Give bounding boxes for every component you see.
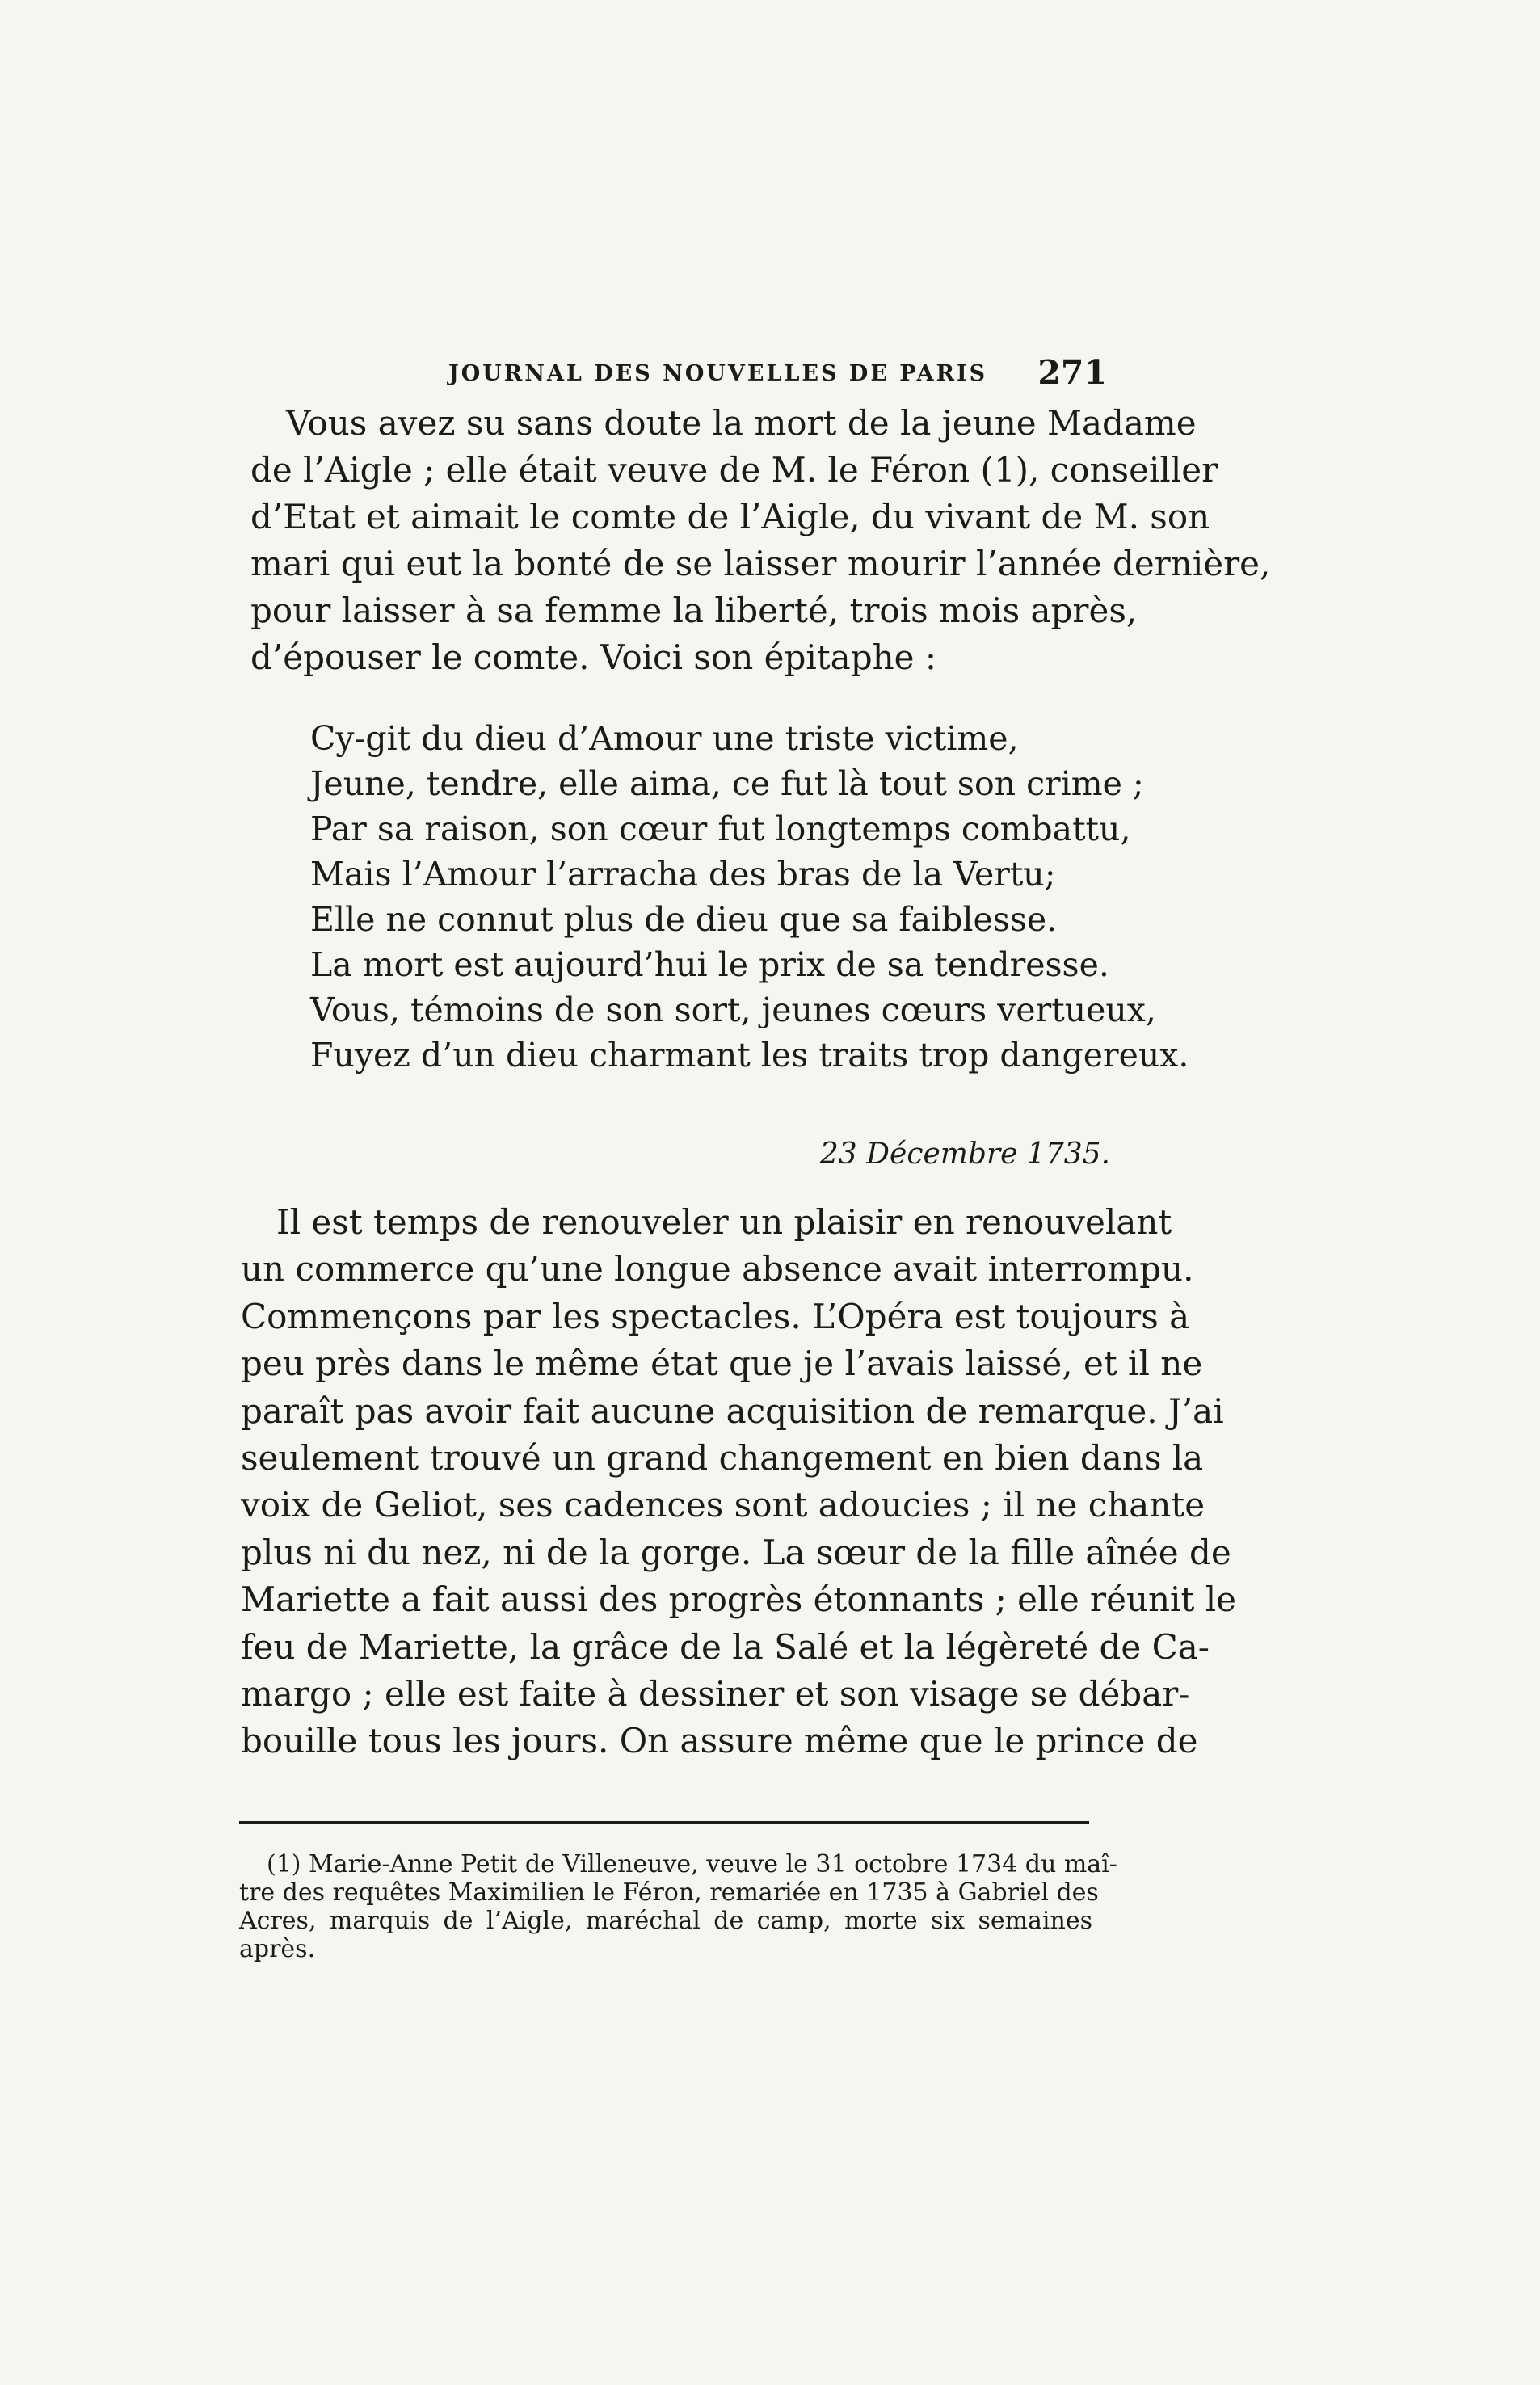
poem-verse: Vous, témoins de son sort, jeunes cœurs vertueux, (310, 991, 1156, 1029)
text-line: voix de Geliot, ses cadences sont adoucies ; il ne chante (241, 1485, 1205, 1525)
footnote-line: après. (239, 1935, 316, 1963)
poem-verse: Mais l’Amour l’arracha des bras de la Vertu; (310, 855, 1056, 894)
footnote (239, 1850, 1117, 1963)
poem-verse: Fuyez d’un dieu charmant les traits trop dangereux. (310, 1036, 1189, 1075)
text-line: margo ; elle est faite à dessiner et son visage se débar- (241, 1673, 1190, 1714)
dateline: 23 Décembre 1735. (819, 1138, 1110, 1171)
text-line: pour laisser à sa femme la liberté, trois mois après, (250, 591, 1138, 630)
text-line: un commerce qu’une longue absence avait interrompu. (241, 1249, 1194, 1289)
footnote-rule (239, 1821, 1089, 1824)
text-line: d’Etat et aimait le comte de l’Aigle, du vivant de M. son (250, 497, 1210, 536)
paragraph-spectacles (241, 1199, 1237, 1765)
text-line: de l’Aigle ; elle était veuve de M. le Féron (1), conseiller (250, 450, 1218, 490)
running-head: JOURNAL DES NOUVELLES DE PARIS (448, 361, 988, 386)
text-line: Mariette a fait aussi des progrès étonnants ; elle réunit le (241, 1579, 1237, 1620)
text-line: Vous avez su sans doute la mort de la jeune Madame (286, 403, 1197, 443)
page-header (250, 351, 1107, 392)
page-number: 271 (1037, 353, 1107, 392)
poem-verse: Jeune, tendre, elle aima, ce fut là tout son crime ; (310, 764, 1144, 803)
text-line: plus ni du nez, ni de la gorge. La sœur de la fille aînée de (241, 1532, 1231, 1572)
text-line: peu près dans le même état que je l’avais laissé, et il ne (241, 1344, 1203, 1384)
text-line: mari qui eut la bonté de se laisser mourir l’année dernière, (250, 544, 1271, 583)
paragraph-epitaph-intro (250, 400, 1271, 681)
poem-verse: Cy-git du dieu d’Amour une triste victime, (310, 719, 1019, 758)
footnote-line: Acres, marquis de l’Aigle, maréchal de camp, morte six semaines (239, 1907, 1092, 1935)
epitaph-poem (310, 716, 1189, 1078)
text-line: d’épouser le comte. Voici son épitaphe : (250, 637, 936, 677)
footnote-line: tre des requêtes Maximilien le Féron, remariée en 1735 à Gabriel des (239, 1878, 1099, 1907)
text-line: Il est temps de renouveler un plaisir en renouvelant (276, 1202, 1172, 1242)
text-line: feu de Mariette, la grâce de la Salé et la légèreté de Ca- (241, 1626, 1210, 1667)
text-line: paraît pas avoir fait aucune acquisition de remarque. J’ai (241, 1390, 1224, 1431)
footnote-line: (1) Marie-Anne Petit de Villeneuve, veuve le 31 octobre 1734 du maî- (267, 1850, 1117, 1878)
poem-verse: Elle ne connut plus de dieu que sa faiblesse. (310, 900, 1058, 939)
poem-verse: Par sa raison, son cœur fut longtemps combattu, (310, 810, 1131, 848)
text-line: Commençons par les spectacles. L’Opéra est toujours à (241, 1296, 1190, 1336)
text-line: seulement trouvé un grand changement en bien dans la (241, 1437, 1204, 1478)
text-line: bouille tous les jours. On assure même que le prince de (241, 1721, 1198, 1761)
poem-verse: La mort est aujourd’hui le prix de sa tendresse. (310, 945, 1109, 984)
